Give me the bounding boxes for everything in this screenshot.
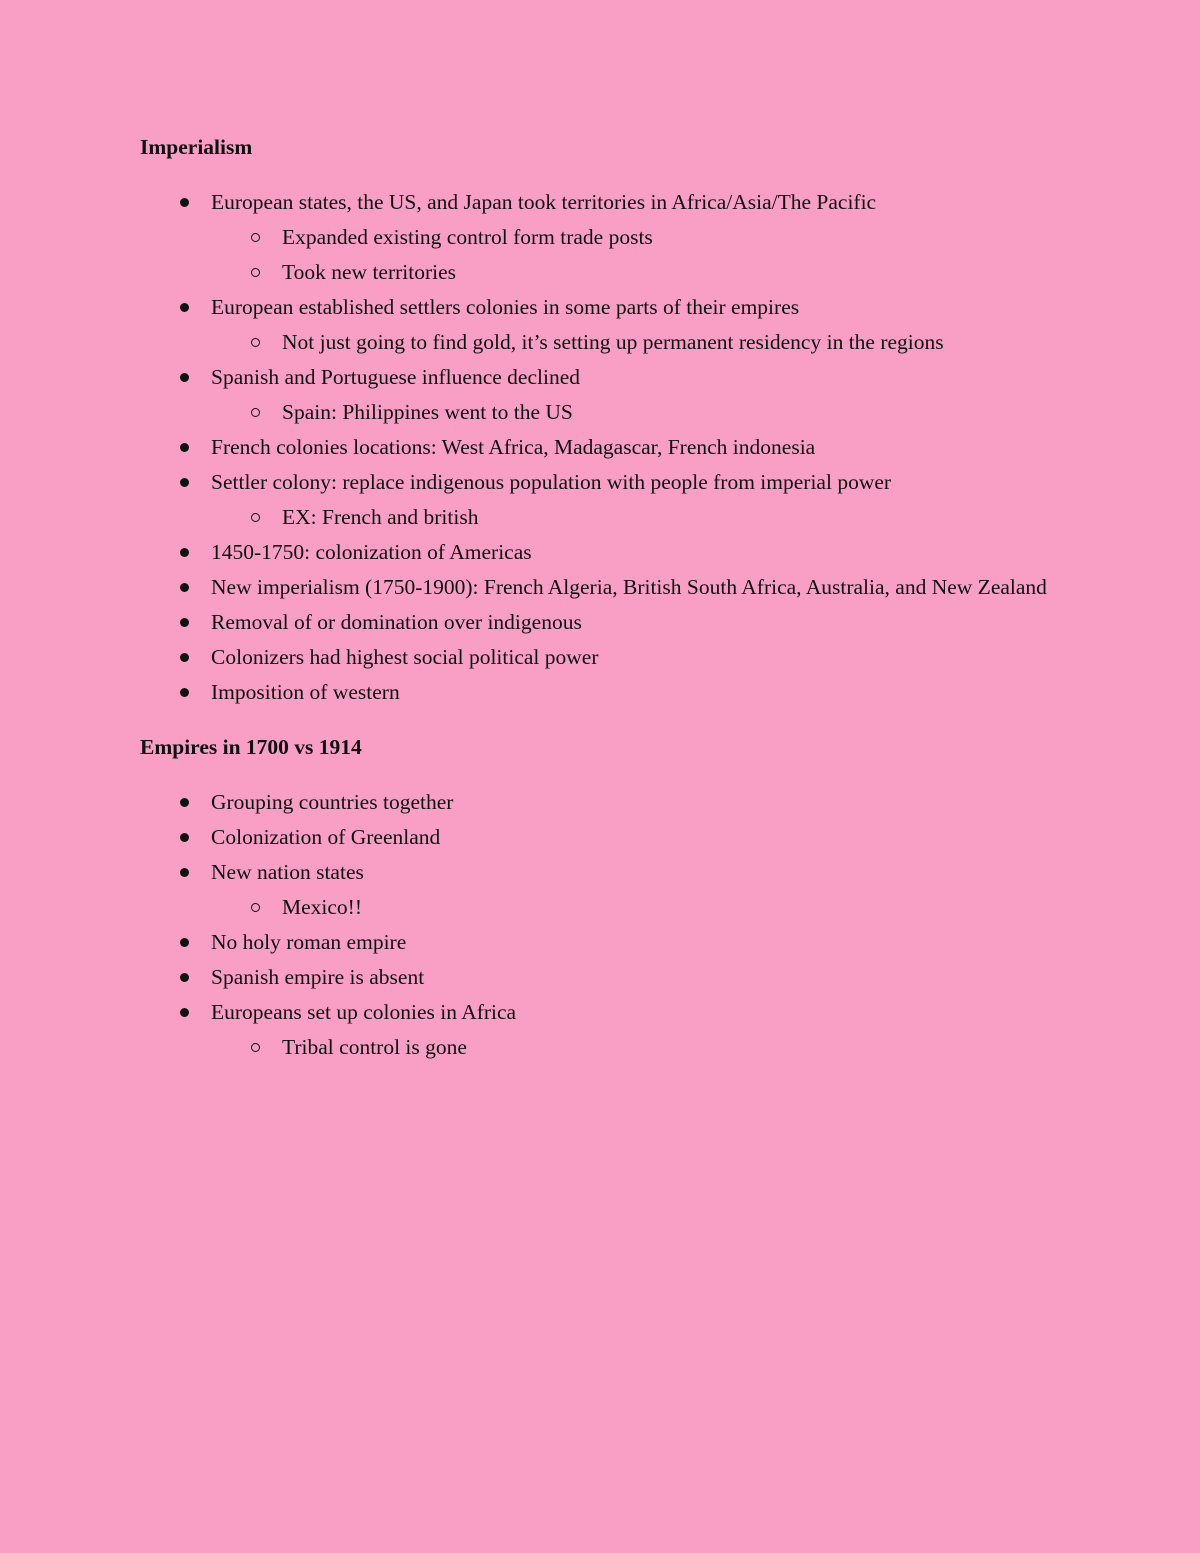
filled-bullet-icon — [180, 478, 189, 487]
filled-bullet-icon — [180, 973, 189, 982]
bullet-list — [140, 785, 1060, 1065]
list-item-text: Spanish and Portuguese influence declined — [211, 365, 580, 389]
hollow-bullet-icon — [251, 408, 260, 417]
list-item — [140, 360, 1060, 395]
list-item — [140, 605, 1060, 640]
sub-bullet-list — [140, 220, 1060, 290]
list-item-text: Colonizers had highest social political power — [211, 645, 599, 669]
hollow-bullet-icon — [251, 903, 260, 912]
sub-list-item-text: Spain: Philippines went to the US — [282, 400, 573, 424]
list-item — [140, 640, 1060, 675]
heading-spacer — [140, 164, 1060, 185]
list-item-text: New nation states — [211, 860, 364, 884]
sub-list-item — [211, 890, 1060, 925]
sub-list-item-text: Tribal control is gone — [282, 1035, 467, 1059]
sub-list-item — [211, 395, 1060, 430]
filled-bullet-icon — [180, 443, 189, 452]
sublist-container — [140, 1030, 1060, 1065]
filled-bullet-icon — [180, 548, 189, 557]
list-item — [140, 430, 1060, 465]
list-item-text: No holy roman empire — [211, 930, 407, 954]
section-gap — [140, 710, 1060, 730]
filled-bullet-icon — [180, 198, 189, 207]
list-item-text: Removal of or domination over indigenous — [211, 610, 582, 634]
filled-bullet-icon — [180, 938, 189, 947]
list-item — [140, 785, 1060, 820]
list-item — [140, 290, 1060, 325]
sub-list-item — [211, 220, 1060, 255]
filled-bullet-icon — [180, 833, 189, 842]
sub-list-item — [211, 1030, 1060, 1065]
sub-list-item-text: Expanded existing control form trade posts — [282, 225, 653, 249]
sub-list-item — [211, 500, 1060, 535]
list-item-text: European established settlers colonies in some parts of their empires — [211, 295, 800, 319]
list-item — [140, 820, 1060, 855]
sub-list-item — [211, 255, 1060, 290]
sub-bullet-list — [140, 500, 1060, 535]
filled-bullet-icon — [180, 688, 189, 697]
list-item-text: Settler colony: replace indigenous population with people from imperial power — [211, 470, 892, 494]
section-heading: Empires in 1700 vs 1914 — [140, 735, 362, 759]
sub-list-item — [211, 325, 1060, 360]
list-item-text: Imposition of western — [211, 680, 400, 704]
bullet-list — [140, 185, 1060, 710]
sub-list-item-text: EX: French and british — [282, 505, 479, 529]
hollow-bullet-icon — [251, 338, 260, 347]
list-item-text: French colonies locations: West Africa, Madagascar, French indonesia — [211, 435, 816, 459]
hollow-bullet-icon — [251, 1043, 260, 1052]
sub-bullet-list — [140, 395, 1060, 430]
list-item-text: Spanish empire is absent — [211, 965, 425, 989]
list-item-text: New imperialism (1750-1900): French Algeria, British South Africa, Australia, and New Zealand — [211, 575, 1047, 599]
heading-spacer — [140, 764, 1060, 785]
hollow-bullet-icon — [251, 268, 260, 277]
filled-bullet-icon — [180, 1008, 189, 1017]
filled-bullet-icon — [180, 373, 189, 382]
sublist-container — [140, 890, 1060, 925]
sub-bullet-list — [140, 890, 1060, 925]
hollow-bullet-icon — [251, 513, 260, 522]
list-item-text: Grouping countries together — [211, 790, 454, 814]
list-item — [140, 960, 1060, 995]
list-item — [140, 675, 1060, 710]
sub-bullet-list — [140, 325, 1060, 360]
list-item — [140, 855, 1060, 890]
list-item — [140, 570, 1060, 605]
filled-bullet-icon — [180, 653, 189, 662]
list-item-text: European states, the US, and Japan took territories in Africa/Asia/The Pacific — [211, 190, 877, 214]
filled-bullet-icon — [180, 303, 189, 312]
sublist-container — [140, 395, 1060, 430]
list-item — [140, 925, 1060, 960]
sublist-container — [140, 220, 1060, 290]
sub-list-item-text: Took new territories — [282, 260, 457, 284]
hollow-bullet-icon — [251, 233, 260, 242]
list-item-text: Europeans set up colonies in Africa — [211, 1000, 517, 1024]
filled-bullet-icon — [180, 618, 189, 627]
sublist-container — [140, 325, 1060, 360]
list-item-text: Colonization of Greenland — [211, 825, 441, 849]
sub-list-item-text: Mexico!! — [282, 895, 362, 919]
filled-bullet-icon — [180, 798, 189, 807]
sublist-container — [140, 500, 1060, 535]
list-item — [140, 465, 1060, 500]
list-item-text: 1450-1750: colonization of Americas — [211, 540, 532, 564]
list-item — [140, 185, 1060, 220]
list-item — [140, 535, 1060, 570]
filled-bullet-icon — [180, 868, 189, 877]
sub-list-item-text: Not just going to find gold, it’s setting up permanent residency in the regions — [282, 330, 944, 354]
filled-bullet-icon — [180, 583, 189, 592]
section-heading: Imperialism — [140, 135, 253, 159]
sub-bullet-list — [140, 1030, 1060, 1065]
list-item — [140, 995, 1060, 1030]
